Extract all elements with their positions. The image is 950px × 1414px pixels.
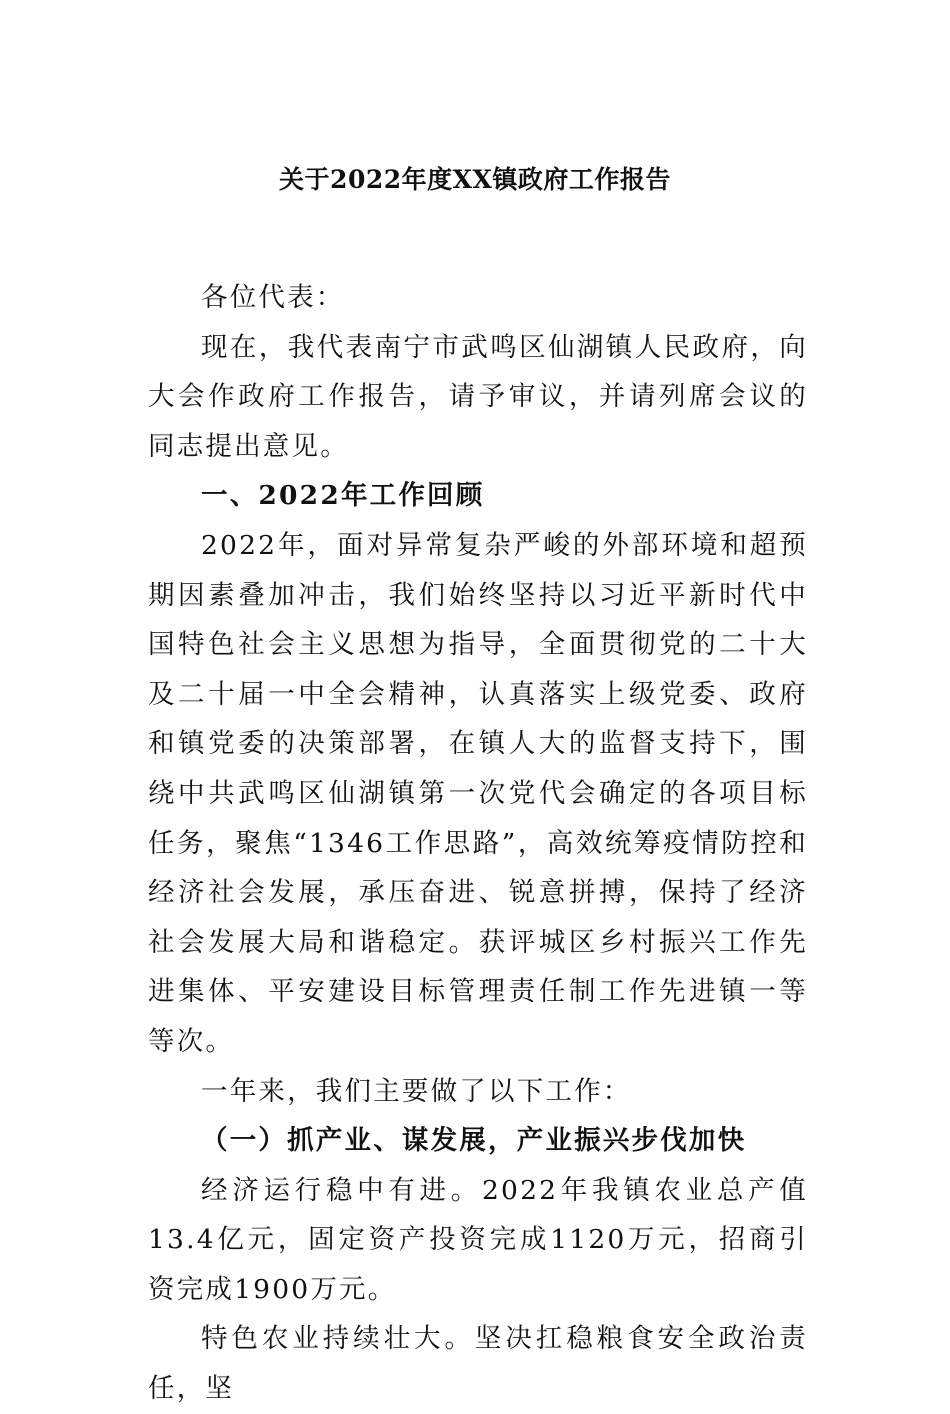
subsection-heading: （一）抓产业、谋发展，产业振兴步伐加快 bbox=[201, 1125, 747, 1157]
work-intro-paragraph: 一年来，我们主要做了以下工作： bbox=[201, 1075, 632, 1107]
intro-paragraph: 现在，我代表南宁市武鸣区仙湖镇人民政府，向大会作政府工作报告，请予审议，并请列席会议的同志提出意见。 bbox=[148, 331, 808, 462]
document-body bbox=[148, 273, 808, 1414]
section-heading: 一、2022年工作回顾 bbox=[201, 480, 485, 512]
review-paragraph: 2022年，面对异常复杂严峻的外部环境和超预期因素叠加冲击，我们始终坚持以习近平新时代中国特色社会主义思想为指导，全面贯彻党的二十大及二十届一中全会精神，认真落实上级党委、政府和镇党委的决策部署，在镇人大的监督支持下，围绕中共武鸣区仙湖镇第一次党代会确定的各项目标任务，聚焦“1346工作思路”，高效统筹疫情防控和经济社会发展，承压奋进、锐意拼搏，保持了经济社会发展大局和谐稳定。获评城区乡村振兴工作先进集体、平安建设目标管理责任制工作先进镇一等等次。 bbox=[148, 529, 808, 1057]
economy-paragraph: 经济运行稳中有进。2022年我镇农业总产值13.4亿元，固定资产投资完成1120万元，招商引资完成1900万元。 bbox=[148, 1174, 808, 1305]
agriculture-paragraph: 特色农业持续壮大。坚决扛稳粮食安全政治责任，坚 bbox=[148, 1323, 808, 1405]
document-title: 关于2022年度XX镇政府工作报告 bbox=[279, 165, 671, 194]
salutation: 各位代表： bbox=[201, 282, 345, 313]
